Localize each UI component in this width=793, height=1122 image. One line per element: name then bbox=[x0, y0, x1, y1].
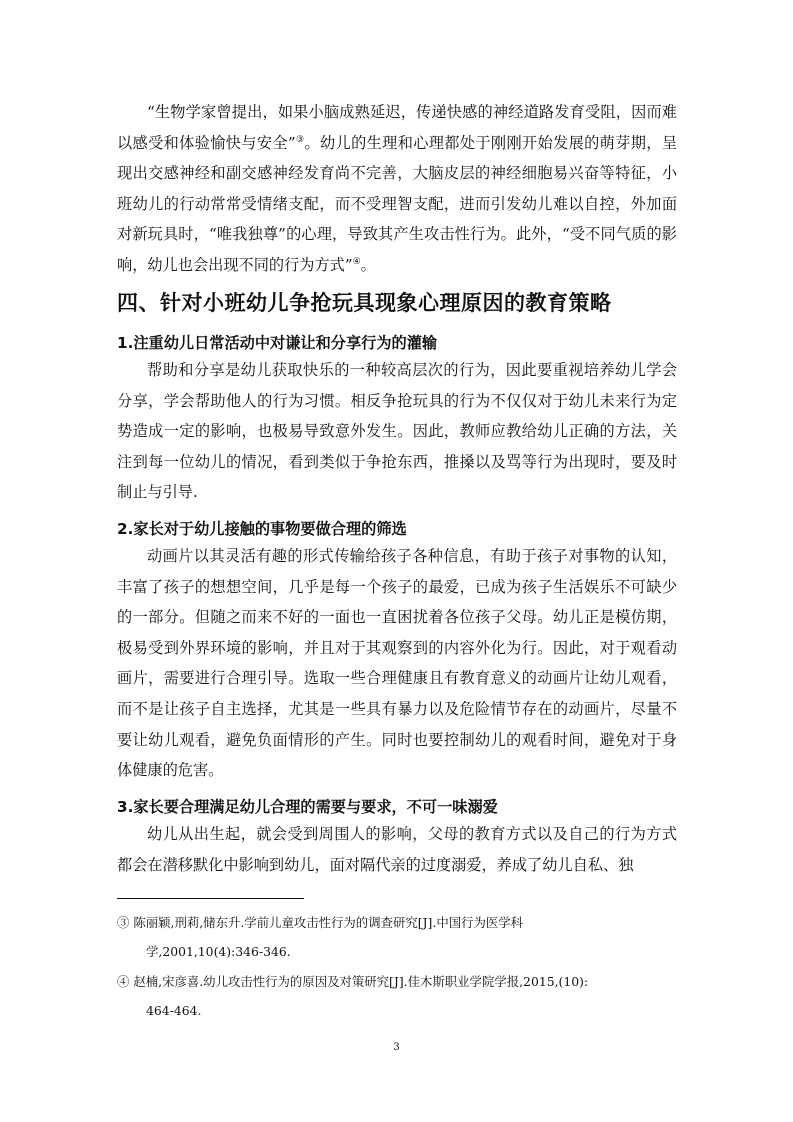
footnote-ref[interactable]: ④ bbox=[352, 256, 361, 267]
subheading-1: 1.注重幼儿日常活动中对谦让和分享行为的灌输 bbox=[117, 334, 438, 352]
page-number: 3 bbox=[393, 1042, 400, 1053]
footnote-mark: ④ bbox=[117, 974, 130, 989]
footnote-ref[interactable]: ③ bbox=[295, 134, 305, 145]
footnote-text: 赵楠,宋彦喜.幼儿攻击性行为的原因及对策研究[J].佳木斯职业学院学报,2015,(10): bbox=[133, 974, 589, 989]
subheading-3: 3.家长要合理满足幼儿合理的需要与要求，不可一味溺爱 bbox=[117, 798, 498, 816]
paragraph-biology bbox=[117, 97, 677, 281]
footnote-text: 学,2001,10(4):346-346. bbox=[146, 944, 291, 959]
footnote-separator bbox=[117, 898, 304, 899]
paragraph-sharing: 帮助和分享是幼儿获取快乐的一种较高层次的行为，因此要重视培养幼儿学会分享，学会帮助他人的行为习惯。相反争抢玩具的行为不仅仅对于幼儿未来行为定势造成一定的影响，也极易导致意外发生。因此，教师应教给幼儿正确的方法，关注到每一位幼儿的情况，看到类似于争抢东西，推搡以及骂等行为出现时，要及时制止与引导. bbox=[117, 361, 677, 502]
paragraph-text: “生物学家曾提出，如果小脑成熟延迟，传递快感的神经道路发育受阻，因而难以感受和体验愉快与安全” bbox=[117, 103, 677, 152]
footnote-mark: ③ bbox=[117, 915, 130, 930]
subheading-2: 2.家长对于幼儿接触的事物要做合理的筛选 bbox=[117, 520, 407, 538]
footnote-3 bbox=[117, 908, 677, 966]
paragraph-family: 幼儿从出生起，就会受到周围人的影响，父母的教育方式以及自己的行为方式都会在潜移默化中影响到幼儿，面对隔代亲的过度溺爱，养成了幼儿自私、独 bbox=[117, 825, 677, 874]
paragraph-text: 。幼儿的生理和心理都处于刚刚开始发展的萌芽期，呈现出交感神经和副交感神经发育尚不完善，大脑皮层的神经细胞易兴奋等特征，小班幼儿的行动常常受情绪支配，而不受理智支配，进而引发幼儿难以自控，外加面对新玩具时，“唯我独尊”的心理，导致其产生攻击性行为。此外，“受不同气质的影响，幼儿也会出现不同的行为方式” bbox=[117, 133, 678, 274]
footnote-4 bbox=[117, 967, 677, 1025]
footnote-text: 陈丽颖,刑莉,储东升.学前儿童攻击性行为的调查研究[J].中国行为医学科 bbox=[133, 915, 524, 930]
paragraph-cartoons: 动画片以其灵活有趣的形式传输给孩子各种信息，有助于孩子对事物的认知，丰富了孩子的想想空间，几乎是每一个孩子的最爱，已成为孩子生活娱乐不可缺少的一部分。但随之而来不好的一面也一直困扰着各位孩子父母。幼儿正是模仿期，极易受到外界环境的影响，并且对于其观察到的内容外化为行。因此，对于观看动画片，需要进行合理引导。选取一些合理健康且有教育意义的动画片让幼儿观看，而不是让孩子自主选择，尤其是一些具有暴力以及危险情节存在的动画片，尽量不要让幼儿观看，避免负面情形的产生。同时也要控制幼儿的观看时间，避免对于身体健康的危害。 bbox=[117, 547, 677, 780]
footnote-text: 464-464. bbox=[146, 1003, 202, 1018]
paragraph-text: 。 bbox=[360, 255, 376, 274]
section-heading: 四、针对小班幼儿争抢玩具现象心理原因的教育策略 bbox=[117, 291, 612, 315]
